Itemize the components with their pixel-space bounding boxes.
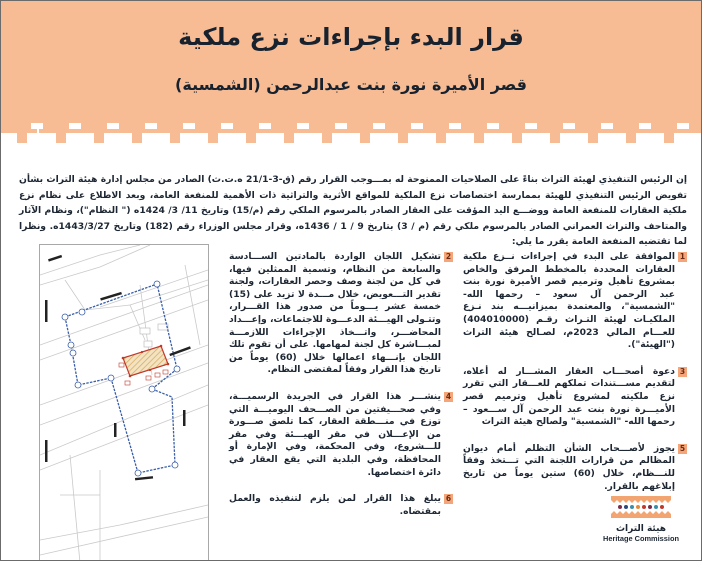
- header-crenellation-decoration: [1, 123, 701, 147]
- item-number-badge: 3: [679, 366, 686, 376]
- decision-item-1: [463, 251, 687, 352]
- item-number-badge: 4: [445, 391, 452, 401]
- item-text: تشكيل اللجان الواردة بالمادتين الســـادسة والسابعة من النظام، وتسمية الممثلين فيها، في كل من لجنة وصف وحصر العقارات، ولجنة تقدير التـــعويض، خلال مـــدة لا تزيد على (15) خمسة عشر يـــوماً من صدور هذا القـــرار، وتتـولى الهيـــئة الدعـــوة للاجتماعات، وإعـــداد المحاضـــر، واتـــخاذ الإجراءات اللازمـــة لمبـــاشرة كل لجنة لمهامها. على أن تقوم تلك اللجان بإنـــهاء اعمالها خلال (60) يوماً من تاريخ هذا القرار وفقاً لمقتضى النظام.: [229, 251, 441, 376]
- item-number-badge: 6: [445, 494, 452, 504]
- site-plan-map: [39, 244, 209, 561]
- map-drawing: [40, 245, 208, 561]
- item-number-badge: 2: [445, 252, 452, 261]
- logo-pattern-icon: [611, 496, 671, 518]
- page-subtitle: قصر الأميرة نورة بنت عبدالرحمن (الشمسية): [175, 75, 527, 94]
- item-number-badge: 1: [679, 252, 686, 261]
- decision-item-2: [229, 251, 453, 377]
- decision-item-4: [229, 391, 453, 479]
- items-column-middle: [229, 251, 453, 532]
- item-text: دعوة أصحـــاب العقار المشـــار له أعلاه، لتقديم مســـتندات تملكهم للعـــقار التي تقرر نزع ملكيته لمشروع تأهيل وترميم قصر الأميـــرة نورة بنت عبد الرحمن آل ســـعود – رحمها الله- "الشمسية" ولصالح هيئة التراث: [463, 365, 675, 428]
- item-text: الموافقة على البدء في إجراءات نــزع ملكية العقارات المحددة بالمخطط المرفق والخاص بمشروع تأهيل وترميم قصر الأميرة نورة بنت عبد الرحمن آل سعود – رحمها الله- "الشمسية"، والمعتمدة بميزانيـــه بند نـزع الملكيـات لهيئة التـراث رقـم (404010000) للعـــام المالي 2023م، لصـالح هيئة التراث ("الهيئة").: [463, 251, 676, 351]
- heritage-commission-logo: [601, 496, 681, 546]
- item-text: يجوز لأصـــحاب الشأن التظلم أمام ديوان المظالم من قرارات اللجنة التي تـــتخذ وفقاً للنـــظام، خلال (60) ستين يوماً من تاريخ إبلاغهم بالقرار.: [463, 442, 675, 492]
- item-text: يبلغ هذا القرار لمن يلزم لتنفيذه والعمل بمقتضاه.: [229, 493, 441, 517]
- item-text: ينشـــر هذا القرار في الجريدة الرسميـــة، وفي صحـــيفتين من الصـــحف اليوميـــة التي توزع في منـــطقة العقار، كما تلصق صـــورة من الإعـــلان في مقر الهيـــئة وفي مقر للـــشروع، وفي المحكمة، وفي الإمارة أو المحافظة، وفي البلدية التي يقع العقار في دائرة اختصاصها.: [229, 390, 441, 478]
- item-number-badge: 5: [679, 443, 686, 453]
- header-banner: [1, 1, 701, 123]
- logo-name-arabic: هيئة التراث: [615, 524, 667, 534]
- decision-item-5: [463, 443, 687, 493]
- decision-item-6: [229, 493, 453, 518]
- logo-name-english: Heritage Commission: [603, 534, 679, 543]
- decision-preamble: إن الرئيس التنفيذي لهيئة التراث بناءً على الصلاحيات الممنوحة له بمـــوجب القرار رقم (ق-3-21/1 ه.ت.ث) الصادر من مجلس إدارة هيئة التراث بشأن تفويض الرئيس التنفيذي للهيئة بممارسة اختصاصات نزع الملكية للمواقع الأثرية والتراثية ذات الأهمية للمنفعة العامة، وبعد الاطلاع على نظام نزع ملكية العقارات للمنفعة العامة ووضـــع اليد المؤقت على العقار الصادر بالمرسوم الملكي رقم (م/15) وتاريخ 11/ 3/ 1424ه (" النظام")، ونظام الآثار والمتاحف والتراث العمراني الصادر بالمرسوم ملكي رقم (م / 3) بتاريخ 9 / 1 / 1436ه، وقرار مجلس الوزراء رقم (182) وتاريخ 1443/3/27ه. ونظرا لما تقتضيه المنفعة العامة يقرر ما يلي:: [19, 174, 688, 248]
- decision-item-3: [463, 366, 687, 429]
- target-parcel: [123, 346, 168, 376]
- items-column-right: [463, 251, 687, 507]
- page-title: قرار البدء بإجراءات نزع ملكية: [178, 23, 524, 51]
